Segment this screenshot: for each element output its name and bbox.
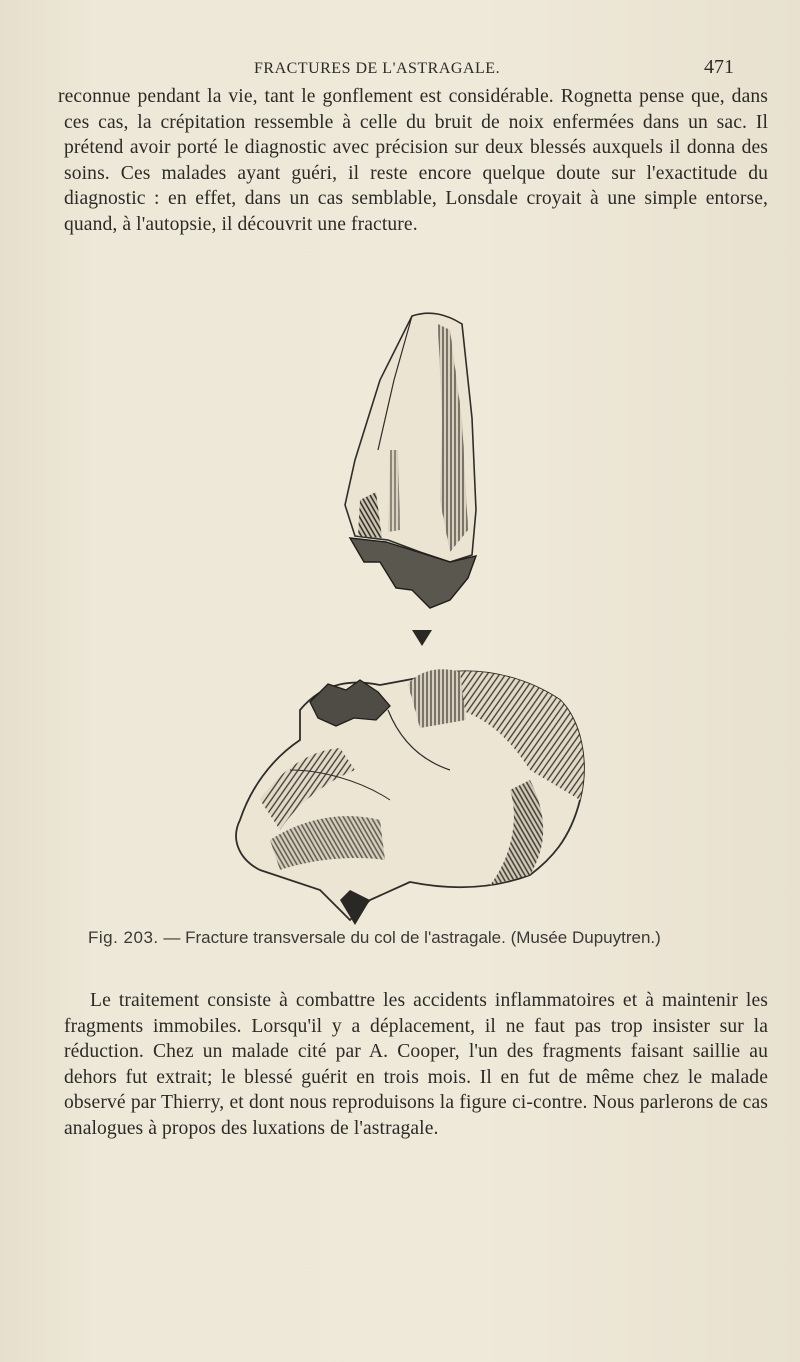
paragraph-2: Le traitement consiste à combattre les accidents inflammatoires et à maintenir les fragments immobiles. Lorsqu'il y a déplacement, il ne faut pas trop insister sur la réduction. Chez un malade cité par A. Cooper, l'un des fragments faisant saillie au dehors fut extrait; le blessé guérit en trois mois. Il en fut de même chez le malade observé par Thierry, et dont nous reproduisons la figure ci-contre. Nous parlerons de cas analogues à propos des luxations de l'astragale. [64,990,768,1139]
running-title: FRACTURES DE L'ASTRAGALE. [254,60,501,77]
figure-illustration [150,300,620,940]
tibia-fragment [345,313,476,646]
page-number: 471 [704,56,734,78]
astragalus-calcaneus [236,669,584,925]
figure-label: Fig. 203. [88,928,159,947]
bone-engraving [150,300,620,940]
running-head [0,58,800,84]
figure-caption-text: — Fracture transversale du col de l'astragale. (Musée Dupuytren.) [163,928,661,947]
paragraph-1: reconnue pendant la vie, tant le gonflement est considérable. Rognetta pense que, dans ces cas, la crépitation ressemble à celle du bruit de noix enfermées dans un sac. Il prétend avoir porté le diagnostic avec précision sur deux blessés auxquels il donna des soins. Ces malades ayant guéri, il reste encore quelque doute sur l'exactitude du diagnostic : en effet, dans un cas semblable, Lonsdale croyait à une simple entorse, quand, à l'autopsie, il découvrit une fracture. [58,86,768,235]
figure-caption [88,928,768,948]
